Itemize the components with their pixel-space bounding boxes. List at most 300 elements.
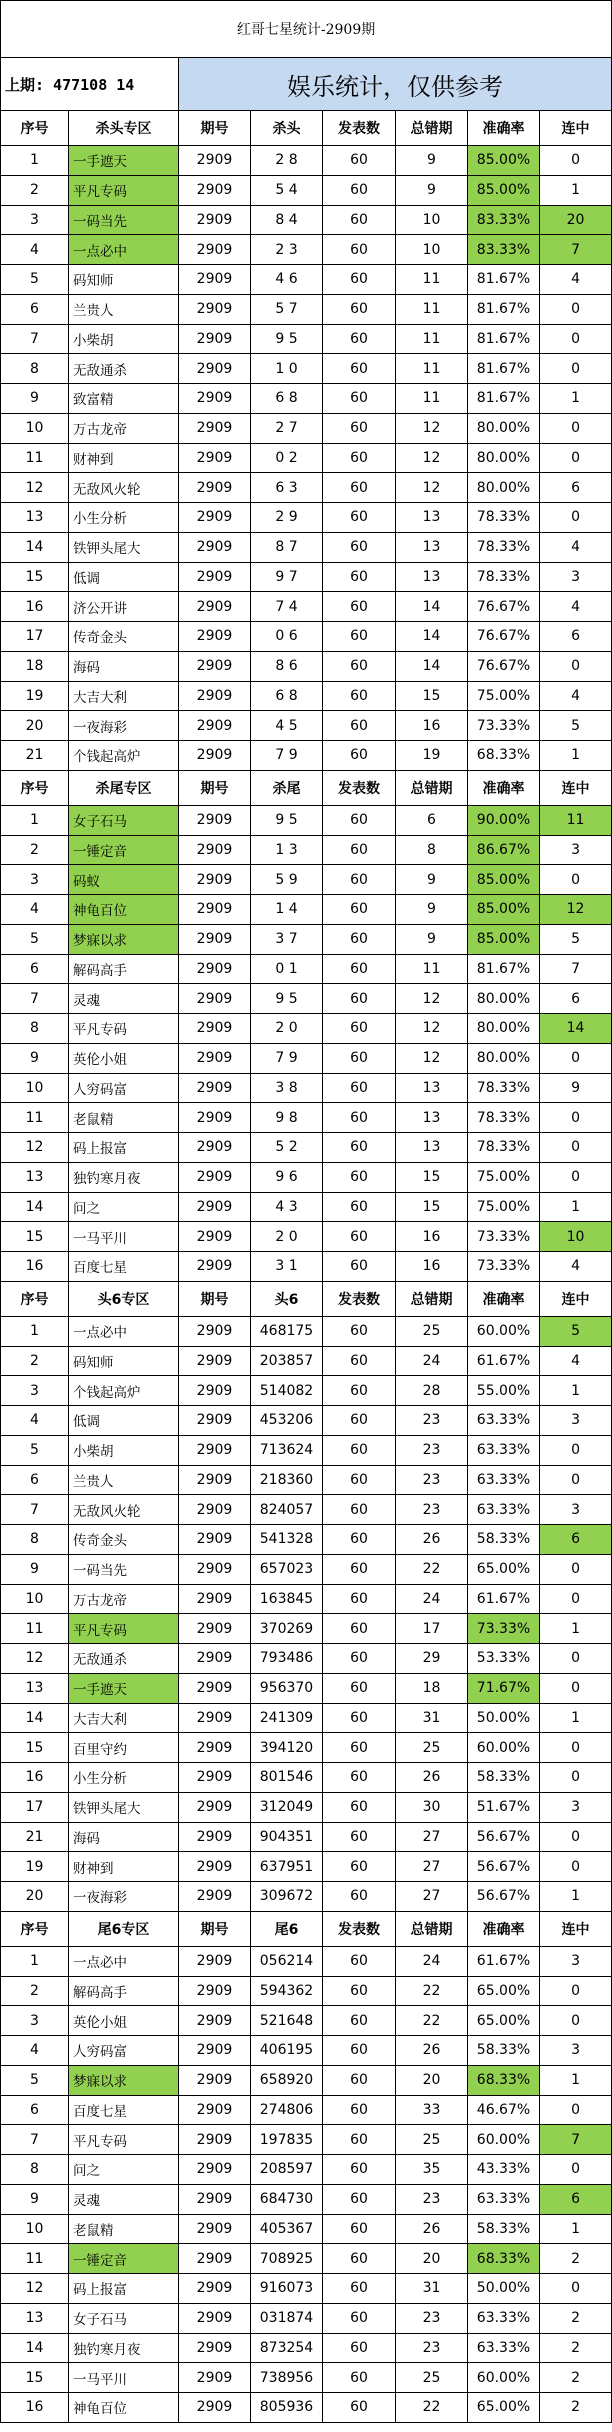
cell-rate: 85.00% [468, 175, 540, 205]
cell-index: 19 [1, 681, 69, 711]
cell-value: 5 4 [251, 175, 323, 205]
cell-value: 3 8 [251, 1073, 323, 1103]
cell-name: 灵魂 [69, 984, 179, 1014]
table-row [1, 1376, 612, 1406]
table-row [1, 1644, 612, 1674]
cell-rate: 63.33% [468, 1465, 540, 1495]
cell-name: 平凡专码 [69, 175, 179, 205]
cell-value: 9 6 [251, 1162, 323, 1192]
header-posts: 发表数 [323, 1911, 396, 1946]
cell-issue: 2909 [179, 2006, 251, 2036]
cell-errors: 12 [396, 443, 468, 473]
cell-rate: 65.00% [468, 2393, 540, 2423]
cell-issue: 2909 [179, 924, 251, 954]
cell-errors: 15 [396, 1192, 468, 1222]
cell-index: 10 [1, 1073, 69, 1103]
cell-name: 女子石马 [69, 805, 179, 835]
cell-posts: 60 [323, 984, 396, 1014]
cell-posts: 60 [323, 1644, 396, 1674]
cell-streak: 6 [540, 473, 612, 503]
table-row [1, 1406, 612, 1436]
cell-name: 一点必中 [69, 1316, 179, 1346]
cell-posts: 60 [323, 1584, 396, 1614]
cell-issue: 2909 [179, 1014, 251, 1044]
cell-value: 9 5 [251, 984, 323, 1014]
table-row [1, 1043, 612, 1073]
header-index: 序号 [1, 770, 69, 805]
cell-errors: 35 [396, 2155, 468, 2185]
cell-issue: 2909 [179, 1822, 251, 1852]
cell-streak: 9 [540, 1073, 612, 1103]
cell-posts: 60 [323, 1103, 396, 1133]
cell-index: 5 [1, 924, 69, 954]
cell-posts: 60 [323, 592, 396, 622]
cell-value: 873254 [251, 2333, 323, 2363]
cell-value: 208597 [251, 2155, 323, 2185]
cell-index: 15 [1, 562, 69, 592]
cell-errors: 23 [396, 1435, 468, 1465]
cell-value: 468175 [251, 1316, 323, 1346]
cell-streak: 6 [540, 1525, 612, 1555]
cell-rate: 86.67% [468, 835, 540, 865]
cell-index: 8 [1, 2155, 69, 2185]
cell-errors: 11 [396, 265, 468, 295]
cell-value: 4 3 [251, 1192, 323, 1222]
table-row [1, 2184, 612, 2214]
cell-rate: 61.67% [468, 1946, 540, 1976]
cell-value: 801546 [251, 1763, 323, 1793]
table-row [1, 865, 612, 895]
cell-streak: 1 [540, 741, 612, 771]
cell-errors: 24 [396, 1584, 468, 1614]
cell-errors: 9 [396, 175, 468, 205]
cell-errors: 23 [396, 2333, 468, 2363]
cell-rate: 81.67% [468, 324, 540, 354]
table-row [1, 384, 612, 414]
cell-rate: 65.00% [468, 1976, 540, 2006]
cell-posts: 60 [323, 562, 396, 592]
cell-rate: 65.00% [468, 1554, 540, 1584]
cell-index: 16 [1, 1252, 69, 1282]
cell-streak: 0 [540, 1554, 612, 1584]
table-row [1, 805, 612, 835]
cell-name: 无敌风火轮 [69, 1495, 179, 1525]
cell-index: 3 [1, 1376, 69, 1406]
cell-name: 码知师 [69, 1346, 179, 1376]
cell-index: 10 [1, 413, 69, 443]
cell-streak: 3 [540, 1406, 612, 1436]
cell-posts: 60 [323, 622, 396, 652]
cell-issue: 2909 [179, 2065, 251, 2095]
cell-streak: 0 [540, 294, 612, 324]
table-row [1, 2303, 612, 2333]
cell-issue: 2909 [179, 1073, 251, 1103]
cell-errors: 13 [396, 1103, 468, 1133]
cell-errors: 9 [396, 146, 468, 176]
cell-posts: 60 [323, 2214, 396, 2244]
cell-errors: 13 [396, 1133, 468, 1163]
cell-issue: 2909 [179, 1103, 251, 1133]
cell-value: 5 9 [251, 865, 323, 895]
cell-errors: 9 [396, 924, 468, 954]
cell-index: 3 [1, 865, 69, 895]
cell-name: 平凡专码 [69, 2125, 179, 2155]
cell-posts: 60 [323, 711, 396, 741]
table-row [1, 1882, 612, 1912]
cell-name: 人穷码富 [69, 2036, 179, 2066]
header-posts: 发表数 [323, 770, 396, 805]
cell-name: 神龟百位 [69, 2393, 179, 2423]
cell-streak: 1 [540, 1614, 612, 1644]
cell-errors: 15 [396, 1162, 468, 1192]
table-row [1, 984, 612, 1014]
cell-streak: 2 [540, 2363, 612, 2393]
cell-index: 1 [1, 1946, 69, 1976]
cell-rate: 56.67% [468, 1822, 540, 1852]
header-errors: 总错期 [396, 111, 468, 146]
cell-issue: 2909 [179, 1043, 251, 1073]
cell-errors: 9 [396, 865, 468, 895]
cell-streak: 0 [540, 651, 612, 681]
table-row [1, 1763, 612, 1793]
cell-rate: 81.67% [468, 265, 540, 295]
cell-value: 2 9 [251, 503, 323, 533]
table-row [1, 1252, 612, 1282]
cell-value: 1 3 [251, 835, 323, 865]
cell-streak: 0 [540, 1733, 612, 1763]
cell-name: 神龟百位 [69, 895, 179, 925]
cell-streak: 4 [540, 592, 612, 622]
cell-streak: 0 [540, 1763, 612, 1793]
cell-errors: 24 [396, 1946, 468, 1976]
cell-issue: 2909 [179, 1525, 251, 1555]
cell-streak: 4 [540, 1346, 612, 1376]
table-row [1, 835, 612, 865]
cell-name: 解码高手 [69, 954, 179, 984]
cell-rate: 60.00% [468, 2363, 540, 2393]
cell-rate: 81.67% [468, 384, 540, 414]
table-row [1, 1554, 612, 1584]
cell-index: 4 [1, 2036, 69, 2066]
table-row [1, 2095, 612, 2125]
cell-index: 20 [1, 711, 69, 741]
cell-posts: 60 [323, 1222, 396, 1252]
table-row [1, 413, 612, 443]
cell-errors: 12 [396, 1014, 468, 1044]
cell-issue: 2909 [179, 2155, 251, 2185]
cell-rate: 76.67% [468, 622, 540, 652]
cell-rate: 81.67% [468, 294, 540, 324]
cell-posts: 60 [323, 2274, 396, 2304]
table-row [1, 1852, 612, 1882]
cell-name: 一手遮天 [69, 146, 179, 176]
cell-issue: 2909 [179, 1252, 251, 1282]
cell-rate: 80.00% [468, 984, 540, 1014]
header-streak: 连中 [540, 1911, 612, 1946]
cell-rate: 58.33% [468, 1525, 540, 1555]
table-row [1, 146, 612, 176]
cell-issue: 2909 [179, 324, 251, 354]
cell-posts: 60 [323, 235, 396, 265]
cell-name: 小生分析 [69, 503, 179, 533]
cell-index: 14 [1, 1192, 69, 1222]
cell-issue: 2909 [179, 1554, 251, 1584]
cell-streak: 11 [540, 805, 612, 835]
cell-errors: 16 [396, 1222, 468, 1252]
cell-name: 大吉大利 [69, 1703, 179, 1733]
table-row [1, 1792, 612, 1822]
cell-index: 9 [1, 384, 69, 414]
cell-errors: 11 [396, 354, 468, 384]
header-index: 序号 [1, 1911, 69, 1946]
cell-value: 658920 [251, 2065, 323, 2095]
cell-posts: 60 [323, 175, 396, 205]
cell-name: 海码 [69, 651, 179, 681]
cell-posts: 60 [323, 1043, 396, 1073]
cell-posts: 60 [323, 2244, 396, 2274]
cell-posts: 60 [323, 1976, 396, 2006]
cell-name: 独钓寒月夜 [69, 2333, 179, 2363]
table-row [1, 562, 612, 592]
cell-errors: 31 [396, 2274, 468, 2304]
disclaimer-banner: 娱乐统计，仅供参考 [179, 58, 612, 111]
cell-rate: 63.33% [468, 1435, 540, 1465]
cell-streak: 1 [540, 384, 612, 414]
cell-posts: 60 [323, 1346, 396, 1376]
cell-rate: 73.33% [468, 711, 540, 741]
cell-posts: 60 [323, 835, 396, 865]
header-issue: 期号 [179, 1911, 251, 1946]
cell-streak: 3 [540, 835, 612, 865]
cell-index: 8 [1, 1014, 69, 1044]
cell-index: 20 [1, 1882, 69, 1912]
cell-value: 3 1 [251, 1252, 323, 1282]
cell-name: 一夜海彩 [69, 711, 179, 741]
cell-value: 197835 [251, 2125, 323, 2155]
cell-errors: 13 [396, 532, 468, 562]
cell-posts: 60 [323, 1882, 396, 1912]
cell-posts: 60 [323, 954, 396, 984]
cell-index: 4 [1, 235, 69, 265]
cell-name: 致富精 [69, 384, 179, 414]
cell-name: 一马平川 [69, 1222, 179, 1252]
cell-posts: 60 [323, 2125, 396, 2155]
cell-issue: 2909 [179, 443, 251, 473]
header-name: 头6专区 [69, 1281, 179, 1316]
cell-streak: 0 [540, 1673, 612, 1703]
header-streak: 连中 [540, 1281, 612, 1316]
cell-rate: 78.33% [468, 1103, 540, 1133]
cell-streak: 4 [540, 681, 612, 711]
cell-streak: 6 [540, 2184, 612, 2214]
cell-name: 百里守约 [69, 1733, 179, 1763]
cell-value: 394120 [251, 1733, 323, 1763]
cell-name: 英伦小姐 [69, 2006, 179, 2036]
cell-rate: 60.00% [468, 1733, 540, 1763]
cell-value: 708925 [251, 2244, 323, 2274]
cell-name: 小生分析 [69, 1763, 179, 1793]
cell-index: 5 [1, 2065, 69, 2095]
table-row [1, 473, 612, 503]
cell-streak: 7 [540, 2125, 612, 2155]
cell-posts: 60 [323, 1703, 396, 1733]
cell-rate: 81.67% [468, 354, 540, 384]
table-row [1, 294, 612, 324]
cell-value: 738956 [251, 2363, 323, 2393]
header-posts: 发表数 [323, 1281, 396, 1316]
cell-posts: 60 [323, 1073, 396, 1103]
section-header-row [1, 111, 612, 146]
cell-name: 一马平川 [69, 2363, 179, 2393]
cell-index: 17 [1, 622, 69, 652]
table-row [1, 532, 612, 562]
cell-index: 2 [1, 1346, 69, 1376]
cell-streak: 10 [540, 1222, 612, 1252]
cell-name: 一点必中 [69, 1946, 179, 1976]
cell-errors: 27 [396, 1882, 468, 1912]
cell-name: 个钱起高炉 [69, 1376, 179, 1406]
cell-index: 16 [1, 2393, 69, 2423]
header-value: 尾6 [251, 1911, 323, 1946]
cell-value: 4 6 [251, 265, 323, 295]
cell-issue: 2909 [179, 562, 251, 592]
cell-posts: 60 [323, 2333, 396, 2363]
cell-value: 5 7 [251, 294, 323, 324]
cell-value: 916073 [251, 2274, 323, 2304]
cell-errors: 11 [396, 954, 468, 984]
cell-rate: 43.33% [468, 2155, 540, 2185]
cell-rate: 80.00% [468, 1043, 540, 1073]
cell-errors: 27 [396, 1822, 468, 1852]
cell-posts: 60 [323, 895, 396, 925]
cell-rate: 73.33% [468, 1222, 540, 1252]
cell-errors: 12 [396, 473, 468, 503]
cell-rate: 56.67% [468, 1882, 540, 1912]
cell-index: 2 [1, 835, 69, 865]
cell-index: 12 [1, 2274, 69, 2304]
table-row [1, 954, 612, 984]
cell-index: 2 [1, 1976, 69, 2006]
cell-index: 6 [1, 2095, 69, 2125]
cell-rate: 63.33% [468, 2303, 540, 2333]
cell-issue: 2909 [179, 532, 251, 562]
cell-posts: 60 [323, 1252, 396, 1282]
cell-posts: 60 [323, 2393, 396, 2423]
cell-name: 无敌通杀 [69, 354, 179, 384]
cell-issue: 2909 [179, 1882, 251, 1912]
cell-index: 9 [1, 1554, 69, 1584]
cell-posts: 60 [323, 1465, 396, 1495]
cell-rate: 85.00% [468, 865, 540, 895]
cell-name: 一点必中 [69, 235, 179, 265]
cell-errors: 6 [396, 805, 468, 835]
cell-issue: 2909 [179, 2214, 251, 2244]
table-row [1, 592, 612, 622]
cell-issue: 2909 [179, 2303, 251, 2333]
table-row [1, 651, 612, 681]
cell-rate: 55.00% [468, 1376, 540, 1406]
cell-value: 594362 [251, 1976, 323, 2006]
cell-index: 5 [1, 1435, 69, 1465]
table-row [1, 681, 612, 711]
table-row [1, 2363, 612, 2393]
header-value: 头6 [251, 1281, 323, 1316]
cell-posts: 60 [323, 1554, 396, 1584]
cell-issue: 2909 [179, 1584, 251, 1614]
cell-issue: 2909 [179, 413, 251, 443]
cell-index: 16 [1, 1763, 69, 1793]
cell-rate: 85.00% [468, 895, 540, 925]
cell-issue: 2909 [179, 1192, 251, 1222]
cell-posts: 60 [323, 294, 396, 324]
cell-streak: 0 [540, 503, 612, 533]
section-header-row [1, 1911, 612, 1946]
cell-issue: 2909 [179, 805, 251, 835]
cell-name: 梦寐以求 [69, 2065, 179, 2095]
cell-streak: 1 [540, 1703, 612, 1733]
cell-rate: 63.33% [468, 2333, 540, 2363]
cell-posts: 60 [323, 1614, 396, 1644]
cell-index: 15 [1, 1222, 69, 1252]
cell-name: 小柴胡 [69, 324, 179, 354]
cell-streak: 4 [540, 532, 612, 562]
cell-index: 8 [1, 1525, 69, 1555]
header-errors: 总错期 [396, 770, 468, 805]
cell-issue: 2909 [179, 651, 251, 681]
cell-errors: 22 [396, 2393, 468, 2423]
cell-name: 兰贵人 [69, 1465, 179, 1495]
cell-name: 问之 [69, 1192, 179, 1222]
cell-issue: 2909 [179, 2036, 251, 2066]
cell-index: 10 [1, 2214, 69, 2244]
cell-streak: 0 [540, 413, 612, 443]
cell-rate: 58.33% [468, 1763, 540, 1793]
cell-issue: 2909 [179, 1852, 251, 1882]
table-row [1, 1946, 612, 1976]
cell-rate: 73.33% [468, 1614, 540, 1644]
cell-posts: 60 [323, 2363, 396, 2393]
cell-errors: 24 [396, 1346, 468, 1376]
cell-posts: 60 [323, 741, 396, 771]
cell-errors: 26 [396, 2036, 468, 2066]
cell-rate: 63.33% [468, 1406, 540, 1436]
section-header-row [1, 1281, 612, 1316]
header-errors: 总错期 [396, 1281, 468, 1316]
table-row [1, 711, 612, 741]
cell-errors: 16 [396, 711, 468, 741]
cell-streak: 6 [540, 622, 612, 652]
cell-index: 6 [1, 1465, 69, 1495]
cell-name: 低调 [69, 1406, 179, 1436]
cell-streak: 0 [540, 2155, 612, 2185]
cell-issue: 2909 [179, 1946, 251, 1976]
table-row [1, 1976, 612, 2006]
cell-posts: 60 [323, 1162, 396, 1192]
cell-index: 14 [1, 532, 69, 562]
cell-streak: 1 [540, 1192, 612, 1222]
cell-name: 百度七星 [69, 2095, 179, 2125]
cell-streak: 0 [540, 146, 612, 176]
cell-index: 4 [1, 1406, 69, 1436]
cell-posts: 60 [323, 2006, 396, 2036]
cell-posts: 60 [323, 1316, 396, 1346]
cell-name: 英伦小姐 [69, 1043, 179, 1073]
cell-errors: 9 [396, 895, 468, 925]
cell-value: 1 4 [251, 895, 323, 925]
cell-streak: 3 [540, 1946, 612, 1976]
cell-issue: 2909 [179, 2333, 251, 2363]
cell-name: 财神到 [69, 1852, 179, 1882]
